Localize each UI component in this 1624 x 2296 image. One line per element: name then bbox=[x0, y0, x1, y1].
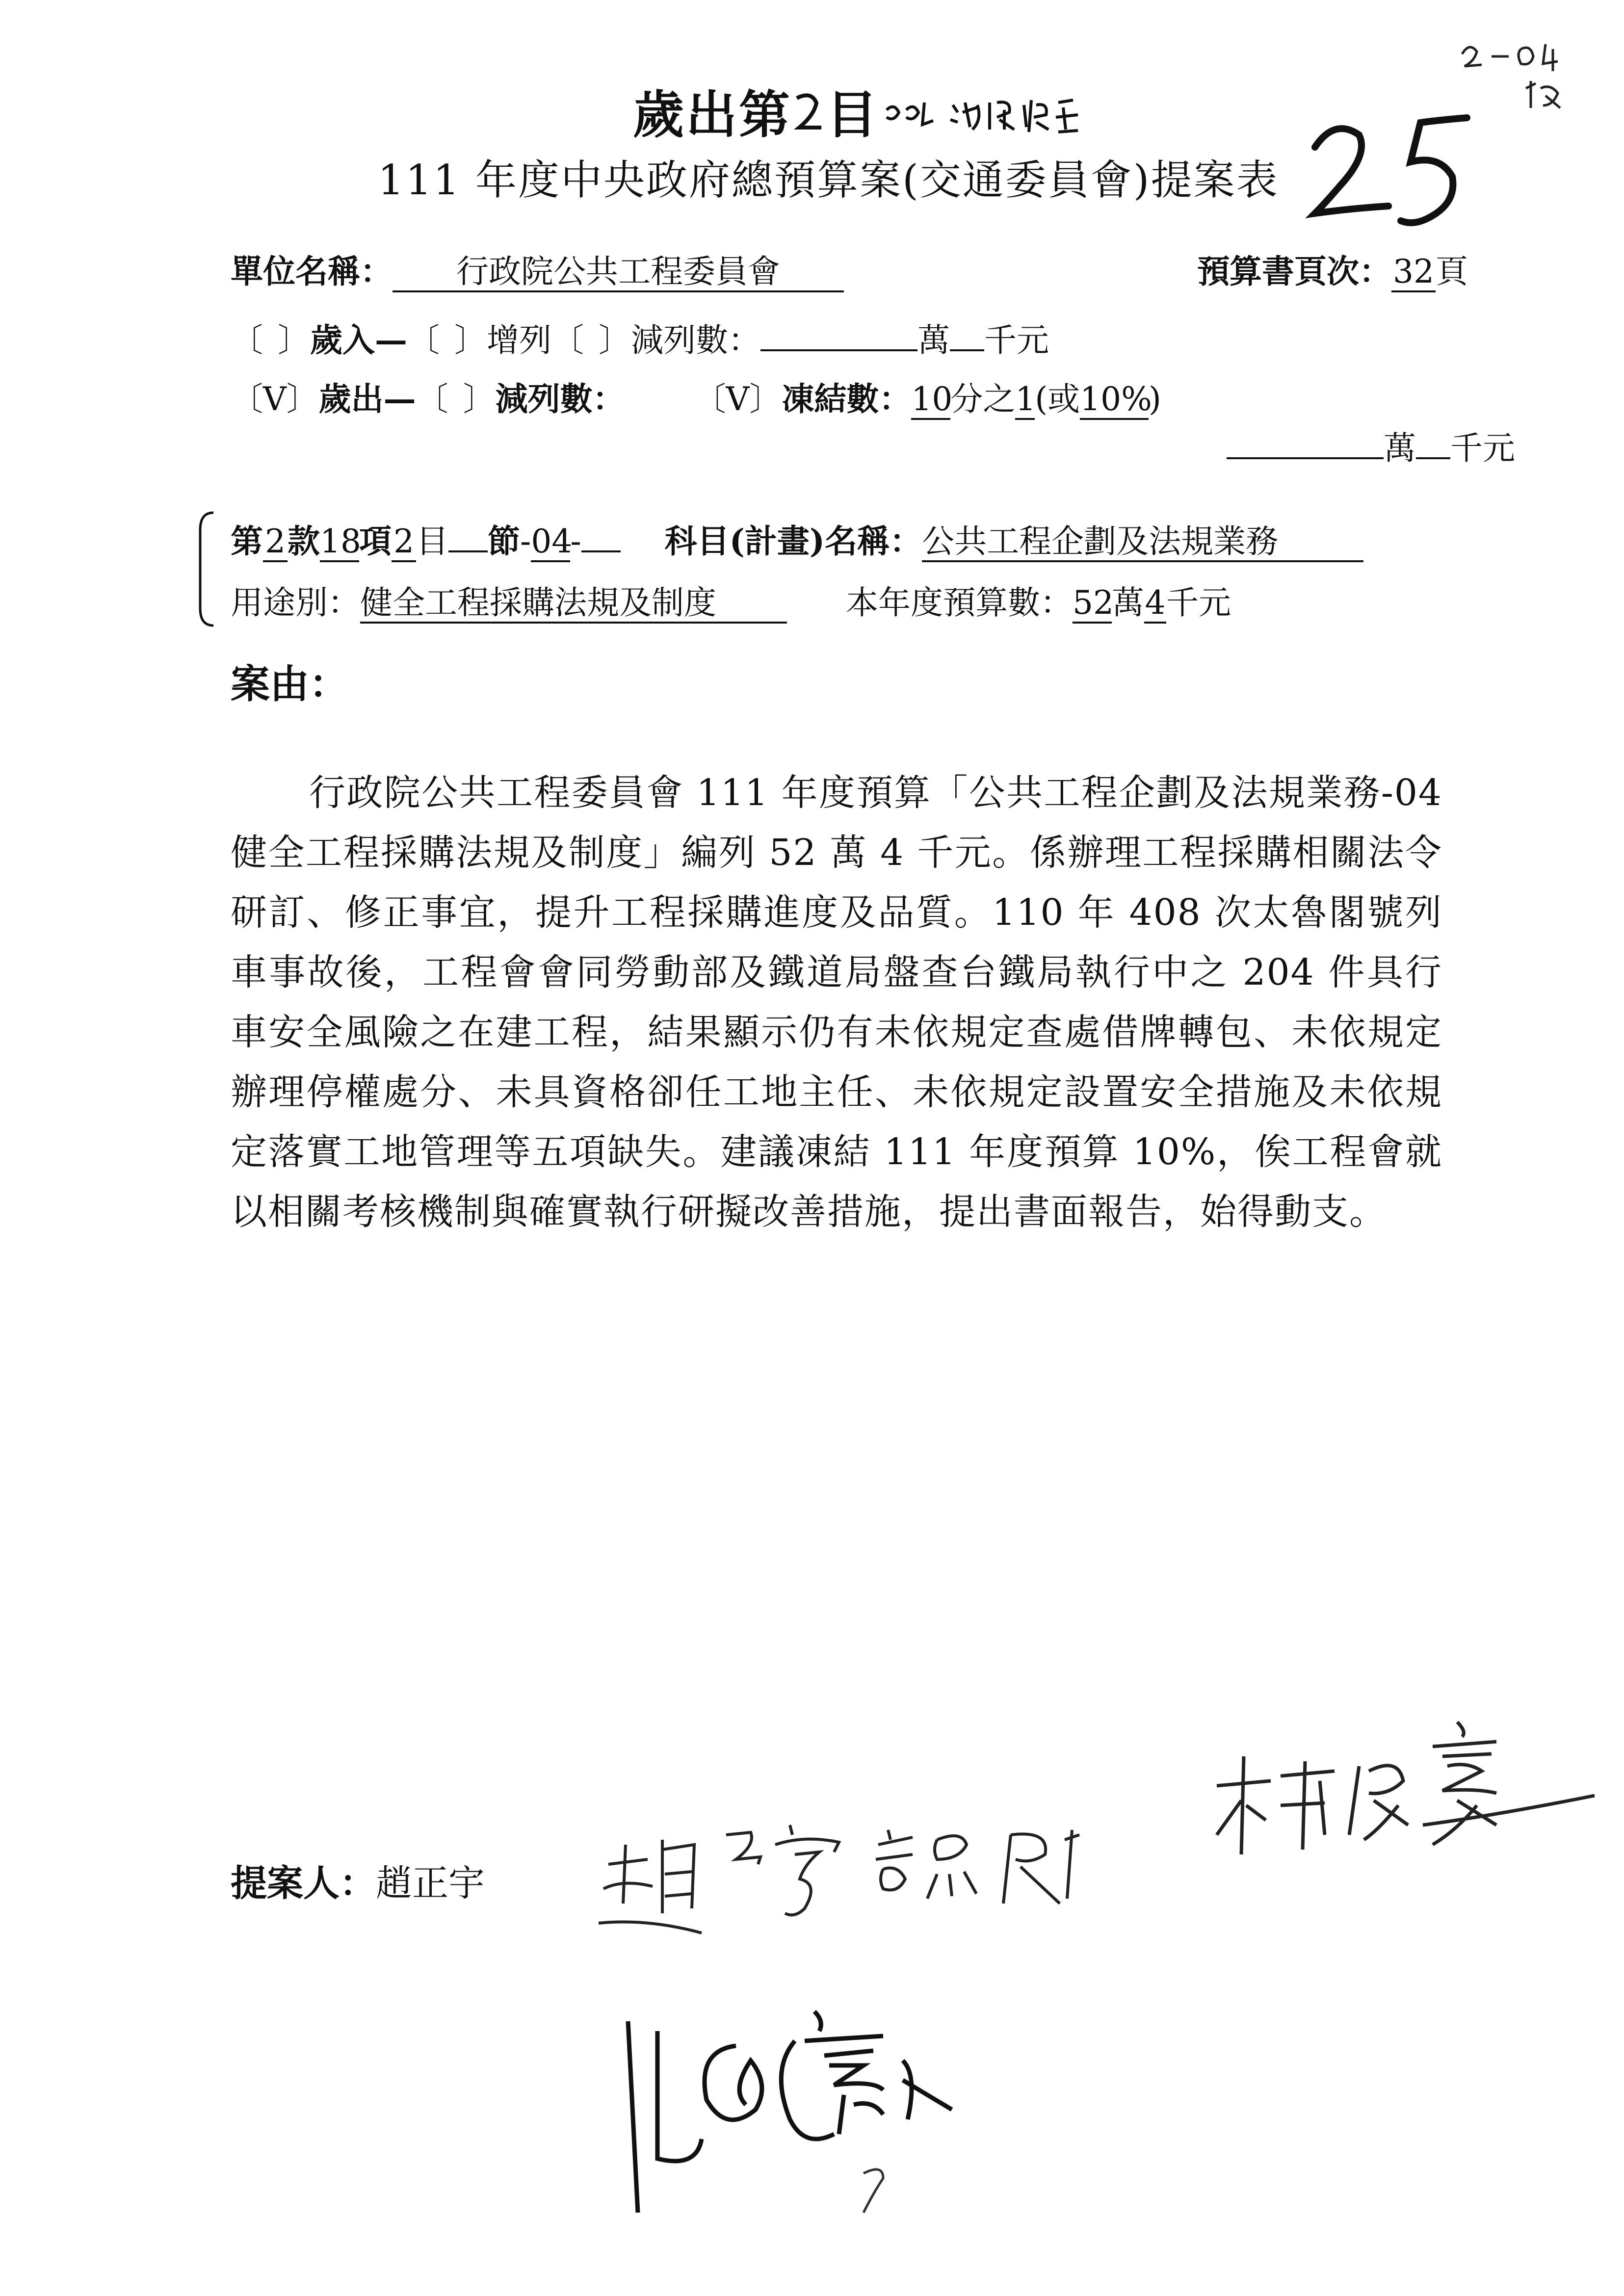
wan-label: 萬 bbox=[917, 321, 950, 359]
fraction-word: 分之 bbox=[950, 380, 1016, 418]
signature-1 bbox=[589, 1805, 854, 1943]
freeze-denominator: 1 bbox=[1015, 381, 1035, 420]
bracket-close: 〕 bbox=[278, 321, 310, 359]
kuan-label: 款 bbox=[288, 522, 320, 560]
proposer-label: 提案人： bbox=[231, 1862, 376, 1905]
use-label: 用途別： bbox=[231, 584, 360, 622]
page-title bbox=[633, 74, 1085, 147]
freeze-check: 〔V〕 bbox=[693, 380, 782, 418]
amount-qian-blank bbox=[1416, 427, 1450, 459]
signature-3 bbox=[1202, 1707, 1609, 1879]
page-label: 預算書頁次： bbox=[1197, 252, 1391, 290]
expense-check: 〔V〕 bbox=[231, 380, 319, 418]
reason-label: 案由： bbox=[231, 661, 348, 707]
income-amount-blank bbox=[760, 319, 917, 351]
signature-4 bbox=[608, 1992, 981, 2237]
handwritten-item-number bbox=[792, 88, 826, 137]
bracket-close: 〕 bbox=[454, 321, 487, 359]
handwritten-item-note bbox=[879, 90, 1085, 139]
xiang-number: 18 bbox=[320, 523, 359, 562]
mu-label: 目 bbox=[416, 522, 448, 560]
decrease-label: 減列數： bbox=[631, 321, 760, 359]
unit-value: 行政院公共工程委員會 bbox=[393, 253, 844, 292]
proposer-name: 趙正宇 bbox=[376, 1862, 485, 1905]
bracket-open: 〔 bbox=[231, 321, 263, 359]
qian-label: 千元 bbox=[1166, 584, 1231, 622]
increase-label: 增列 bbox=[487, 321, 551, 359]
subject-value: 公共工程企劃及法規業務 bbox=[922, 523, 1363, 562]
use-value: 健全工程採購法規及制度 bbox=[360, 584, 787, 624]
or-open: (或 bbox=[1035, 380, 1080, 418]
or-close: ) bbox=[1149, 380, 1161, 418]
jie-label: 節 bbox=[488, 522, 520, 560]
expense-label: 歲出— bbox=[318, 380, 416, 418]
reason-body: 行政院公共工程委員會 111 年度預算「公共工程企劃及法規業務-04 健全工程採購法規及制度」編列 52 萬 4 千元。係辦理工程採購相關法令研訂、修正事宜，提升工程採購進度及品質。110 年 408 次太魯閣號列車事故後，工程會會同勞動部及鐵道局盤查台鐵局執行中之 204 件具行車安全風險之在建工程，結果顯示仍有未依規定查處借牌轉包、未依規定辦理停權處分、未具資格卻任工地主任、未依規定設置安全措施及未依規定落實工地管理等五項缺失。建議凍結 111 年度預算 10%，俟工程會就以相關考核機制與確實執行研擬改善措施，提出書面報告，始得動支。 bbox=[231, 772, 1442, 1233]
freeze-label: 凍結數： bbox=[782, 380, 912, 418]
budget-label: 本年度預算數： bbox=[846, 584, 1073, 622]
bracket-open: 〔 bbox=[407, 321, 440, 359]
stamp-number-handwritten bbox=[1305, 108, 1492, 235]
unit-label: 單位名稱： bbox=[231, 252, 393, 290]
page-number-field bbox=[1197, 245, 1468, 292]
proposer-line bbox=[231, 1854, 485, 1906]
use-row bbox=[231, 576, 1231, 624]
bracket-close: 〕 bbox=[463, 380, 496, 418]
bracket-open: 〔 bbox=[551, 321, 584, 359]
account-bracket bbox=[196, 510, 216, 628]
sub-blank bbox=[581, 520, 621, 552]
wan-label: 萬 bbox=[1384, 429, 1416, 467]
budget-wan-number: 52 bbox=[1073, 584, 1112, 624]
dash: - bbox=[570, 522, 581, 560]
page-suffix: 頁 bbox=[1436, 253, 1468, 290]
expense-decrease-label: 減列數： bbox=[495, 380, 625, 418]
title-prefix: 歲出第 bbox=[633, 84, 792, 145]
di-label: 第 bbox=[231, 522, 263, 560]
amount-row bbox=[1227, 422, 1515, 469]
amount-wan-blank bbox=[1227, 427, 1384, 459]
budget-qian-number: 4 bbox=[1144, 584, 1166, 624]
unit-row bbox=[231, 245, 844, 292]
expense-row bbox=[231, 373, 1161, 420]
title-item-label: 目 bbox=[826, 84, 880, 145]
sub-number: 04 bbox=[531, 523, 570, 562]
freeze-numerator: 10 bbox=[911, 381, 950, 420]
qian-label: 千元 bbox=[984, 321, 1049, 359]
account-row bbox=[231, 515, 1363, 562]
qian-label: 千元 bbox=[1450, 429, 1515, 467]
signature-2 bbox=[864, 1810, 1119, 1918]
income-row bbox=[231, 314, 1049, 361]
subject-label: 科目(計畫)名稱： bbox=[664, 522, 922, 560]
income-label: 歲入— bbox=[310, 321, 407, 359]
form-subtitle: 111 年度中央政府總預算案(交通委員會)提案表 bbox=[378, 156, 1279, 204]
dash: - bbox=[520, 522, 531, 560]
jie-blank bbox=[448, 520, 488, 552]
bracket-open: 〔 bbox=[416, 380, 448, 418]
freeze-percent: 10% bbox=[1080, 381, 1149, 420]
xiang-label: 項 bbox=[359, 522, 392, 560]
income-qian-blank bbox=[950, 319, 984, 351]
wan-label: 萬 bbox=[1112, 584, 1144, 622]
kuan-number: 2 bbox=[263, 523, 288, 562]
bracket-close: 〕 bbox=[599, 321, 631, 359]
page-value: 32 bbox=[1391, 253, 1436, 292]
mu-number: 2 bbox=[392, 523, 416, 562]
